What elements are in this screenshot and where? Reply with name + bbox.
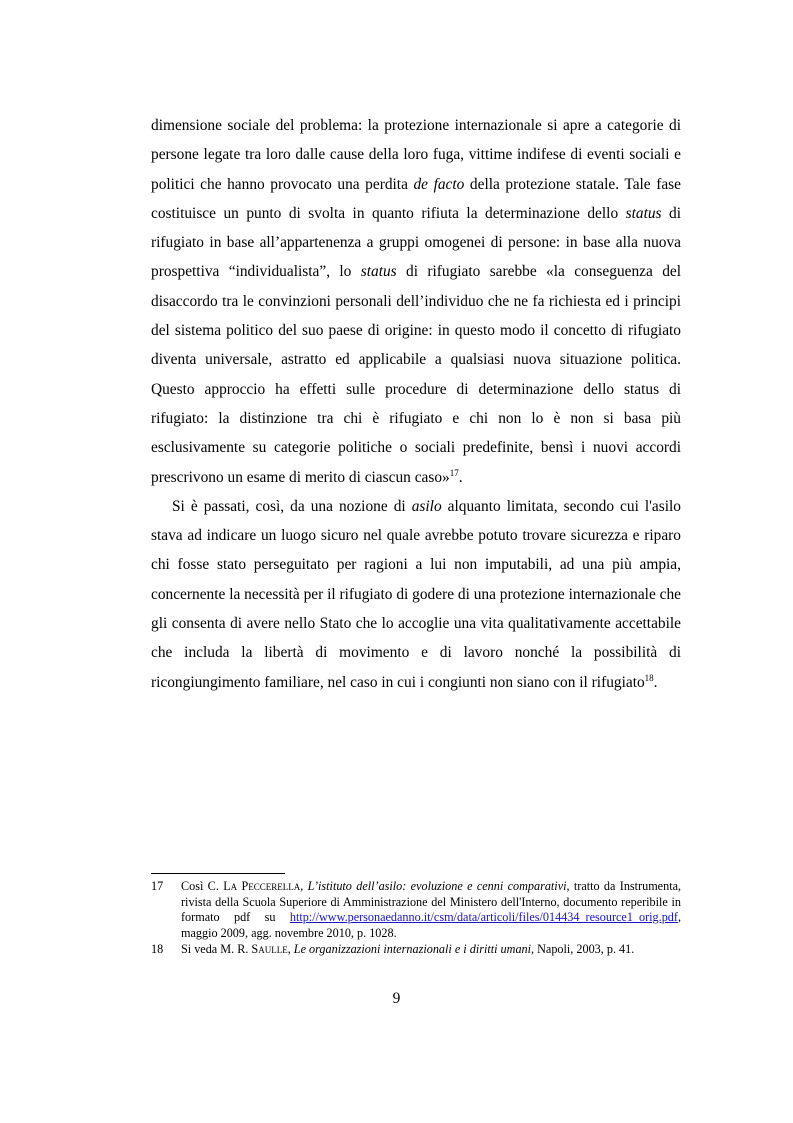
body-text — [151, 111, 681, 697]
footnote-text: Così C. La Peccerella, L’istituto dell’asilo: evoluzione e cenni comparativi, tratto da Instrumenta, rivista della Scuola Superiore di Amministrazione del Ministero dell'Interno, documento reperibile in formato pdf su http://www.personaedanno.it/csm/data/articoli/files/014434_resource1_orig.pdf, maggio 2009, agg. novembre 2010, p. 1028. — [181, 879, 682, 940]
footnote-ref-17[interactable]: 17 — [449, 467, 459, 478]
footnotes — [151, 879, 681, 959]
paragraph-1: dimensione sociale del problema: la protezione internazionale si apre a categorie di persone legate tra loro dalle cause della loro fuga, vittime indifese di eventi sociali e politici che hanno provocato una perdita de facto della protezione statale. Tale fase costituisce un punto di svolta in quanto rifiuta la determinazione dello status di rifugiato in base all’appartenenza a gruppi omogenei di persone: in base alla nuova prospettiva “individualista”, lo status di rifugiato sarebbe «la conseguenza del disaccordo tra le convinzioni personali dell’individuo che ne fa richiesta ed i principi del sistema politico del suo paese di origine: in questo modo il concetto di rifugiato diventa universale, astratto ed applicabile a qualsiasi nuova situazione politica. Questo approccio ha effetti sulle procedure di determinazione dello status di rifugiato: la distinzione tra chi è rifugiato e chi non lo è non si basa più esclusivamente su categorie politiche o sociali predefinite, bensì i nuovi accordi prescrivono un esame di merito di ciascun caso»$^{17}$. — [151, 117, 681, 486]
footnote-17 — [151, 879, 681, 941]
footnote-author: La Peccerella — [223, 879, 301, 893]
footnote-link[interactable]: http://www.personaedanno.it/csm/data/articoli/files/014434_resource1_orig.pdf — [289, 910, 678, 925]
footnote-title: Le organizzazioni internazionali e i diritti umani — [293, 942, 532, 957]
footnote-text: Si veda M. R. Saulle, Le organizzazioni internazionali e i diritti umani, Napoli, 2003, p. 41. — [181, 942, 635, 957]
page-number: 9 — [392, 990, 401, 1007]
paragraph-2: Si è passati, così, da una nozione di asilo alquanto limitata, secondo cui l'asilo stava ad indicare un luogo sicuro nel quale avrebbe potuto trovare sicurezza e riparo chi fosse stato perseguitato per ragioni a lui non imputabili, ad una più ampia, concernente la necessità per il rifugiato di godere di una protezione internazionale che gli consenta di avere nello Stato che lo accoglie una vita qualitativamente accettabile che includa la libertà di movimento e di lavoro nonché la possibilità di ricongiungimento familiare, nel caso in cui i congiunti non siano con il rifugiato$^{18}$. — [151, 497, 682, 691]
footnote-author: Saulle — [251, 942, 288, 957]
footnote-title: L’istituto dell’asilo: evoluzione e cenni comparativi — [307, 879, 567, 893]
footnote-number: 18 — [151, 942, 164, 957]
footnote-separator — [151, 873, 285, 874]
footnote-ref-18[interactable]: 18 — [644, 672, 654, 683]
footnote-18 — [151, 942, 681, 958]
footnote-number: 17 — [151, 879, 164, 893]
